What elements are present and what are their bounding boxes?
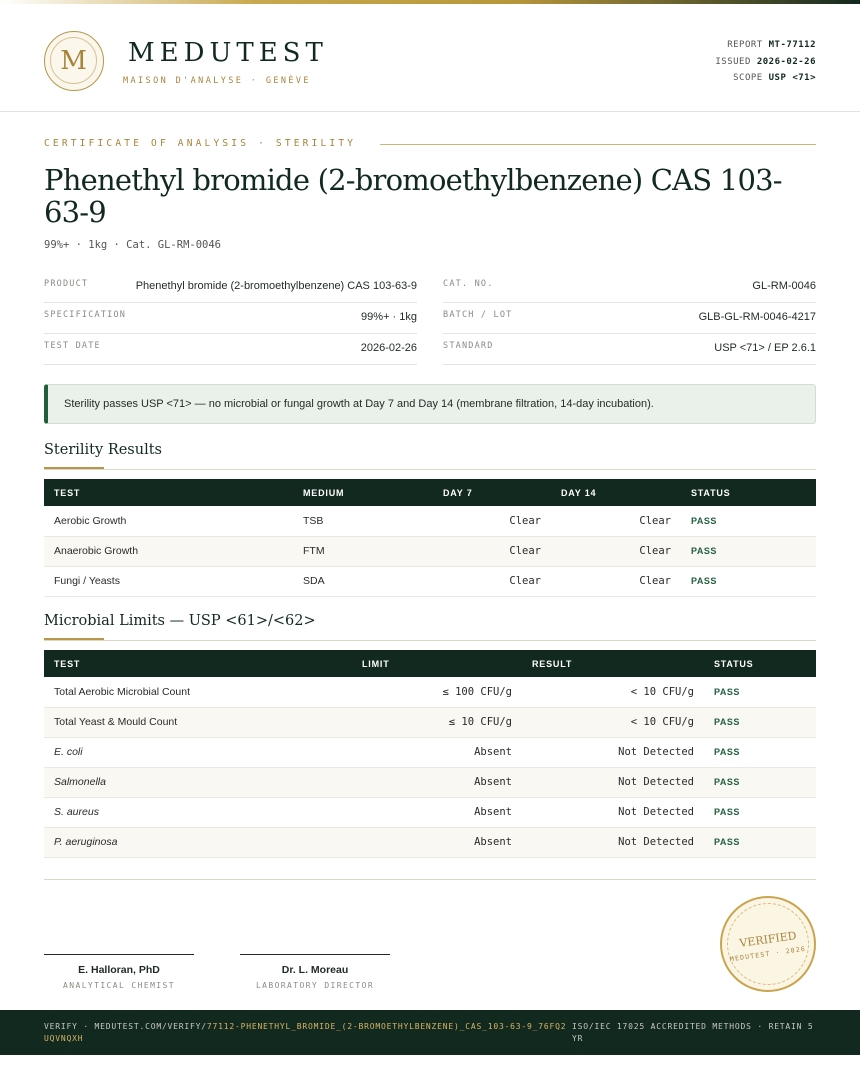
- status-badge: PASS: [681, 506, 816, 536]
- table-row: [44, 827, 816, 857]
- section-title-microbial: Microbial Limits — USP <61>/<62>: [44, 613, 316, 629]
- section-rule: [44, 469, 816, 470]
- result-summary-callout: [44, 384, 816, 424]
- column-header: DAY 14: [551, 479, 681, 506]
- table-row: [44, 767, 816, 797]
- cell-day14: Clear: [551, 506, 681, 536]
- signature-line: [240, 954, 390, 955]
- info-label: PRODUCT: [44, 279, 89, 289]
- header: [0, 4, 860, 112]
- signature-laboratory-director: [240, 954, 390, 990]
- info-value: GLB-GL-RM-0046-4217: [698, 311, 816, 323]
- content-end-rule: [44, 879, 816, 880]
- cell-test: Total Yeast & Mould Count: [44, 707, 352, 737]
- cell-test: P. aeruginosa: [44, 827, 352, 857]
- cell-result: Not Detected: [522, 737, 704, 767]
- logo-monogram: M: [50, 37, 97, 84]
- brand-tagline: MAISON D'ANALYSE · GENÈVE: [123, 76, 311, 86]
- cell-day7: Clear: [433, 536, 551, 566]
- table-header-row: [44, 479, 816, 506]
- info-specification: [44, 303, 417, 334]
- info-standard: [443, 334, 816, 365]
- cell-limit: Absent: [352, 737, 522, 767]
- info-value: GL-RM-0046: [752, 280, 816, 292]
- cell-limit: Absent: [352, 767, 522, 797]
- column-header: LIMIT: [352, 650, 522, 677]
- callout-text: Sterility passes USP <71> — no microbial or fungal growth at Day 7 and Day 14 (membrane filtration, 14-day incubation).: [64, 398, 654, 410]
- cell-limit: Absent: [352, 797, 522, 827]
- cell-test: Salmonella: [44, 767, 352, 797]
- table-row: [44, 506, 816, 536]
- logo: [44, 31, 104, 91]
- signature-analytical-chemist: [44, 954, 194, 990]
- column-header: STATUS: [704, 650, 816, 677]
- table-row: [44, 536, 816, 566]
- signatory-role: ANALYTICAL CHEMIST: [63, 981, 175, 990]
- signatory-name: E. Halloran, PhD: [78, 964, 160, 976]
- status-badge: PASS: [704, 707, 816, 737]
- cell-medium: TSB: [293, 506, 433, 536]
- status-badge: PASS: [704, 737, 816, 767]
- info-product: [44, 272, 417, 303]
- info-label: TEST DATE: [44, 341, 101, 351]
- cell-test: Anaerobic Growth: [44, 536, 293, 566]
- column-header: DAY 7: [433, 479, 551, 506]
- eyebrow-divider: [380, 144, 816, 145]
- microbial-limits-table: [44, 650, 816, 858]
- info-label: STANDARD: [443, 341, 494, 351]
- cell-medium: SDA: [293, 566, 433, 596]
- section-title-sterility: Sterility Results: [44, 442, 162, 458]
- accreditation-note: ISO/IEC 17025 ACCREDITED METHODS · RETAIN 5 YR: [572, 1022, 814, 1043]
- table-row: [44, 677, 816, 707]
- info-value: 2026-02-26: [360, 342, 417, 354]
- cell-day14: Clear: [551, 536, 681, 566]
- cell-test: Aerobic Growth: [44, 506, 293, 536]
- cell-result: Not Detected: [522, 767, 704, 797]
- cell-test: Fungi / Yeasts: [44, 566, 293, 596]
- info-value: 99%+ · 1kg: [361, 311, 417, 323]
- status-badge: PASS: [681, 536, 816, 566]
- info-value: Phenethyl bromide (2-bromoethylbenzene) CAS 103-63-9: [135, 280, 417, 292]
- cell-test: Total Aerobic Microbial Count: [44, 677, 352, 707]
- info-label: SPECIFICATION: [44, 310, 127, 320]
- meta-issued: ISSUED 2026-02-26: [715, 56, 816, 67]
- cell-result: Not Detected: [522, 827, 704, 857]
- table-row: [44, 737, 816, 767]
- report-meta: [715, 37, 816, 87]
- cell-medium: FTM: [293, 536, 433, 566]
- sterility-table: [44, 479, 816, 597]
- meta-scope: SCOPE USP <71>: [733, 73, 816, 83]
- section-rule: [44, 640, 816, 641]
- cell-result: Not Detected: [522, 797, 704, 827]
- signatory-name: Dr. L. Moreau: [281, 964, 349, 976]
- cell-limit: ≤ 100 CFU/g: [352, 677, 522, 707]
- status-badge: PASS: [704, 827, 816, 857]
- column-header: STATUS: [681, 479, 816, 506]
- cell-day7: Clear: [433, 506, 551, 536]
- page-subtitle: 99%+ · 1kg · Cat. GL-RM-0046: [44, 239, 222, 251]
- cell-day14: Clear: [551, 566, 681, 596]
- seal-label: VERIFIED: [738, 929, 798, 950]
- cell-limit: Absent: [352, 827, 522, 857]
- status-badge: PASS: [704, 767, 816, 797]
- footer: [0, 1010, 860, 1055]
- cell-test: E. coli: [44, 737, 352, 767]
- column-header: TEST: [44, 650, 352, 677]
- info-test-date: [44, 334, 417, 365]
- info-label: BATCH / LOT: [443, 310, 513, 320]
- column-header: TEST: [44, 479, 293, 506]
- meta-report: REPORT MT-77112: [727, 40, 816, 50]
- verify-link[interactable]: [44, 1021, 568, 1045]
- document-eyebrow: CERTIFICATE OF ANALYSIS · STERILITY: [44, 138, 357, 149]
- brand-name: MEDUTEST: [128, 38, 328, 68]
- table-row: [44, 707, 816, 737]
- cell-day7: Clear: [433, 566, 551, 596]
- cell-result: < 10 CFU/g: [522, 677, 704, 707]
- status-badge: PASS: [704, 677, 816, 707]
- table-header-row: [44, 650, 816, 677]
- section-accent: [44, 638, 104, 640]
- info-batch: [443, 303, 816, 334]
- cell-limit: ≤ 10 CFU/g: [352, 707, 522, 737]
- verified-seal: [720, 896, 816, 992]
- table-row: [44, 566, 816, 596]
- cell-test: S. aureus: [44, 797, 352, 827]
- signatory-role: LABORATORY DIRECTOR: [255, 981, 375, 990]
- column-header: MEDIUM: [293, 479, 433, 506]
- cell-result: < 10 CFU/g: [522, 707, 704, 737]
- info-cat-no: [443, 272, 816, 303]
- column-header: RESULT: [522, 650, 704, 677]
- table-row: [44, 797, 816, 827]
- verify-prefix: VERIFY · MEDUTEST.COM/VERIFY/: [44, 1022, 207, 1031]
- seal-sublabel: MEDUTEST · 2026: [729, 944, 807, 964]
- signature-line: [44, 954, 194, 955]
- info-value: USP <71> / EP 2.6.1: [714, 342, 816, 354]
- section-accent: [44, 467, 104, 469]
- page-title: Phenethyl bromide (2-bromoethylbenzene) CAS 103-63-9: [44, 163, 782, 229]
- status-badge: PASS: [681, 566, 816, 596]
- status-badge: PASS: [704, 797, 816, 827]
- verify-code: 77112-PHENETHYL_BROMIDE_(2-BROMOETHYLBENZENE)_CAS_103-63-9_76FQ2UQVNQXH: [44, 1022, 567, 1043]
- info-label: CAT. NO.: [443, 279, 494, 289]
